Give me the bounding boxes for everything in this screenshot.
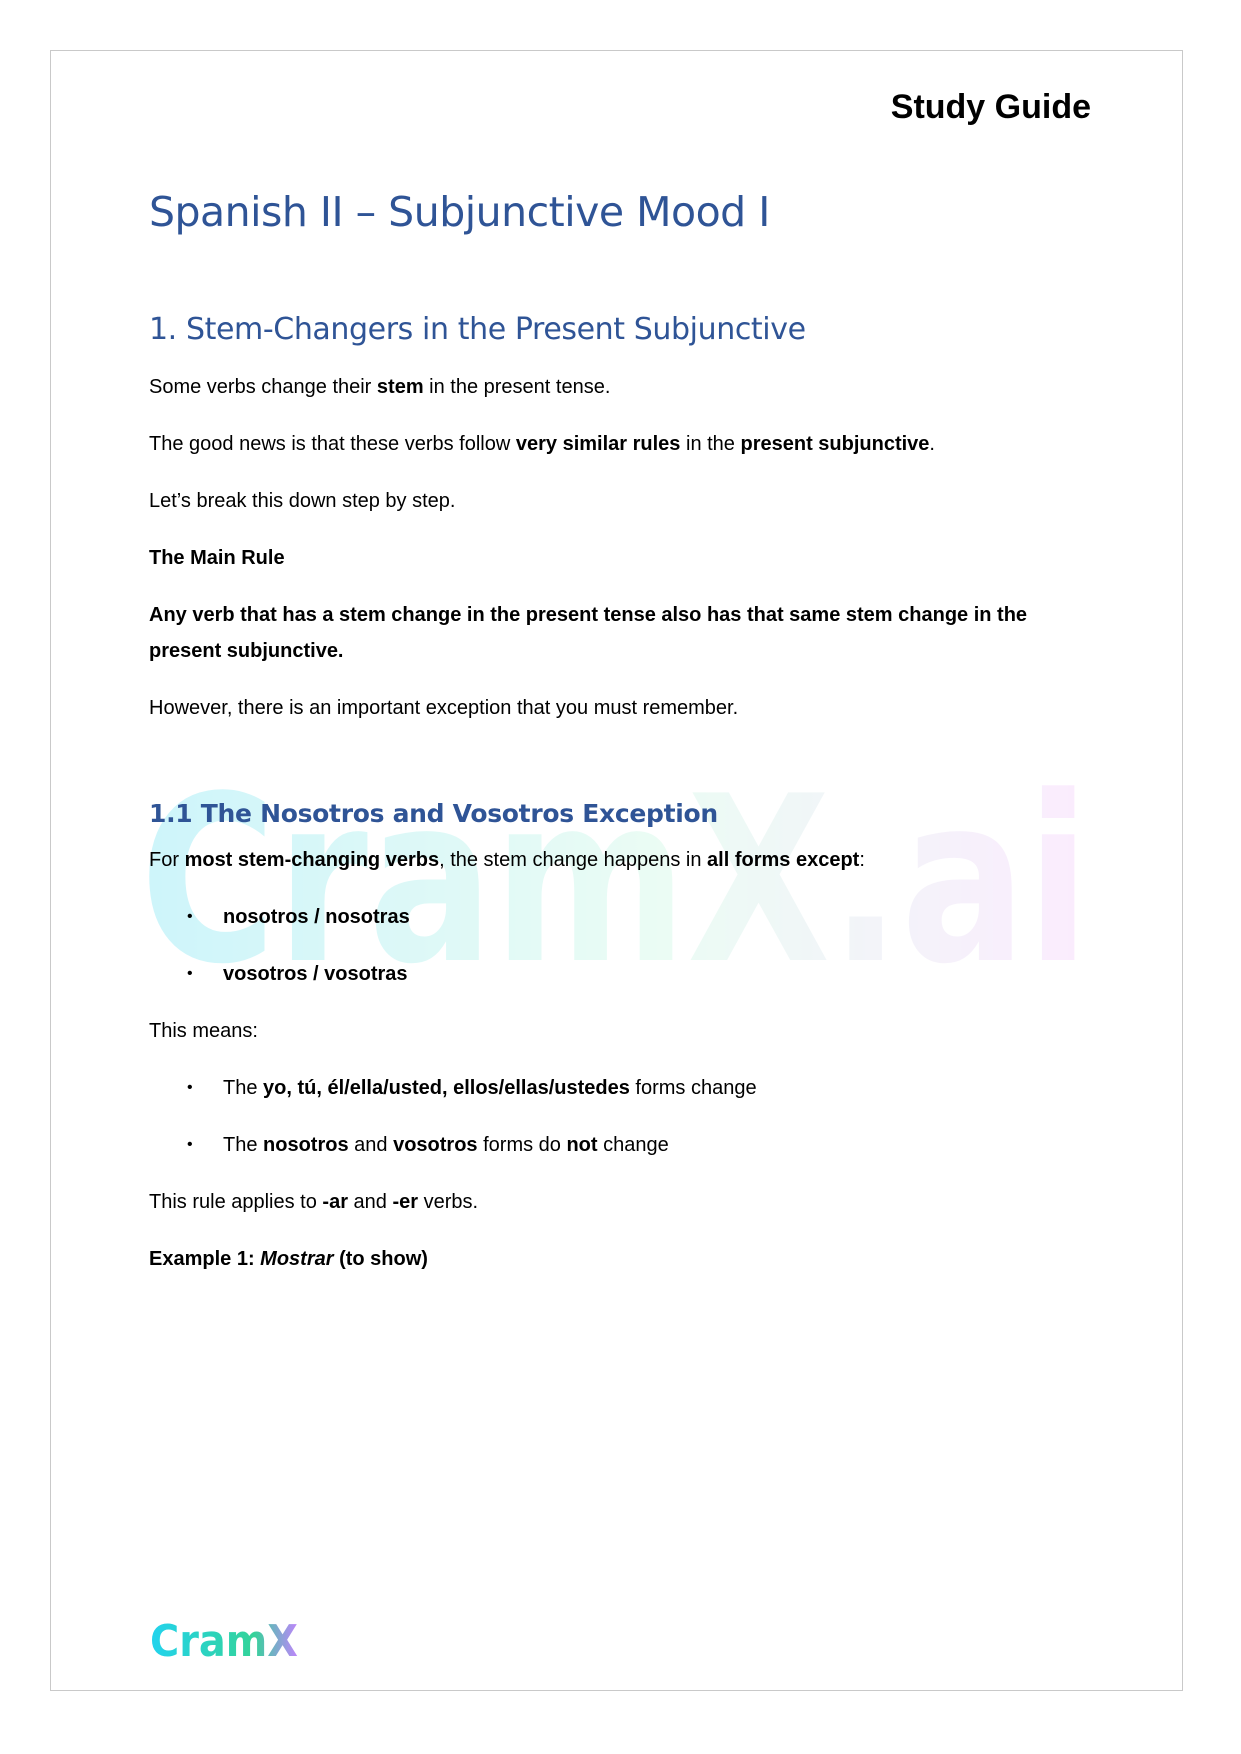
- bullet-icon: •: [187, 1079, 193, 1096]
- list-item: [149, 956, 1089, 992]
- bold-text: [149, 1248, 428, 1270]
- text: forms change: [629, 1077, 757, 1099]
- text: and: [348, 1191, 393, 1213]
- text: verbs.: [418, 1191, 479, 1213]
- study-guide-label: Study Guide: [890, 88, 1091, 126]
- bold-text: nosotros / nosotras: [223, 906, 410, 928]
- bullet-icon: •: [187, 908, 193, 925]
- bold-text: nosotros: [263, 1134, 349, 1156]
- paragraph-exception-note: However, there is an important exception that you must remember.: [149, 697, 739, 719]
- logo-text: CramX: [150, 1616, 299, 1664]
- text: Some verbs change their: [149, 376, 377, 398]
- section-1-heading: 1. Stem-Changers in the Present Subjunctive: [149, 312, 806, 347]
- text: For: [149, 849, 185, 871]
- text: The: [223, 1077, 264, 1099]
- text: The good news is that these verbs follow: [149, 433, 516, 455]
- bold-text: stem: [376, 376, 424, 398]
- bold-text: very similar rules: [515, 433, 681, 455]
- cramx-logo: [150, 1614, 300, 1664]
- section-1-1-heading: 1.1 The Nosotros and Vosotros Exception: [149, 799, 718, 828]
- text: The: [223, 1134, 264, 1156]
- text: This rule applies to: [149, 1191, 323, 1213]
- paragraph-break-down: Let’s break this down step by step.: [149, 490, 456, 512]
- bold-text: present subjunctive: [740, 433, 930, 455]
- bold-text: The Main Rule: [149, 547, 285, 569]
- list-item: [149, 1070, 1089, 1106]
- text: and: [348, 1134, 394, 1156]
- paragraph-this-means: This means:: [149, 1020, 258, 1042]
- bullet-icon: •: [187, 965, 193, 982]
- document-body: [149, 312, 1089, 1298]
- spacer: [149, 747, 1089, 799]
- text: , the stem change happens in: [439, 849, 708, 871]
- text: .: [929, 433, 935, 455]
- list-item: [149, 899, 1089, 935]
- text: :: [859, 849, 865, 871]
- watermark-text: CramX.ai: [140, 755, 1090, 995]
- paragraph-good-news: [149, 426, 1089, 462]
- text: Example 1:: [149, 1248, 261, 1270]
- document-title: Spanish II – Subjunctive Mood I: [149, 188, 770, 236]
- bold-text: Any verb that has a stem change in the present tense also has that same stem change in the present subjunctive.: [149, 604, 1028, 662]
- paragraph-applies-to: [149, 1184, 1089, 1220]
- main-rule-text: [149, 597, 1089, 669]
- bold-text: most stem-changing verbs: [184, 849, 440, 871]
- bold-text: yo, tú, él/ella/usted, ellos/ellas/ustedes: [263, 1077, 630, 1099]
- example-1-label: [149, 1241, 1089, 1277]
- text: forms do: [477, 1134, 567, 1156]
- main-rule-label: [149, 540, 1089, 576]
- exception-list: [149, 899, 1089, 992]
- text: (to show): [333, 1248, 428, 1270]
- meaning-list: [149, 1070, 1089, 1163]
- paragraph-stem-change: [149, 369, 1089, 405]
- bold-text: -ar: [322, 1191, 348, 1213]
- bold-text: not: [566, 1134, 598, 1156]
- bullet-icon: •: [187, 1136, 193, 1153]
- paragraph-most-verbs: [149, 842, 1089, 878]
- text: in the: [680, 433, 741, 455]
- bold-text: vosotros: [393, 1134, 478, 1156]
- text: in the present tense.: [423, 376, 611, 398]
- bold-text: vosotros / vosotras: [223, 963, 408, 985]
- list-item: [149, 1127, 1089, 1163]
- bold-text: -er: [392, 1191, 419, 1213]
- italic-text: Mostrar: [260, 1248, 334, 1270]
- text: change: [597, 1134, 669, 1156]
- bold-text: all forms except: [707, 849, 860, 871]
